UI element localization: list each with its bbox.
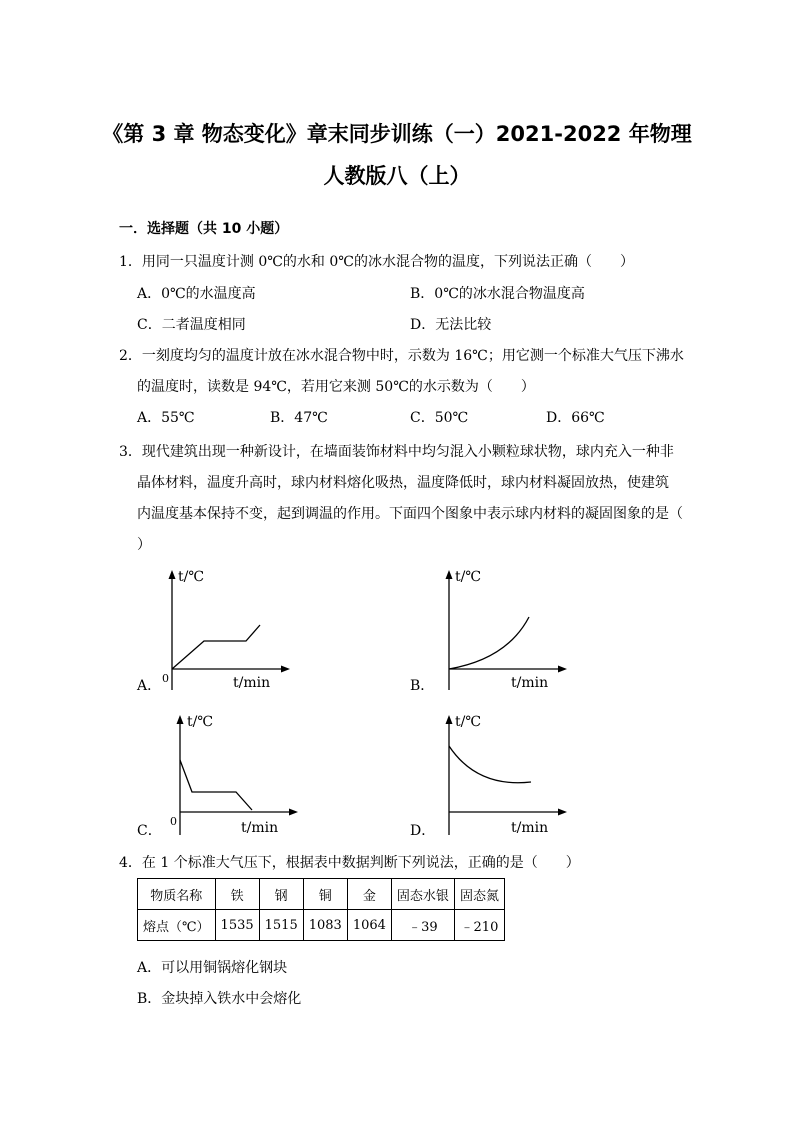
q1-option-c: C．二者温度相同 [137,317,246,333]
q4-option-a: A．可以用铜锅熔化钢块 [137,960,288,976]
q2-option-c: C．50℃ [410,410,469,426]
table-header-cell: 铁 [215,879,259,910]
table-cell: 1064 [347,910,391,941]
q4-option-b: B．金块掉入铁水中会熔化 [137,991,302,1007]
q3-graph-a-x-label: t/min [233,675,271,691]
q2-stem-line2: 的温度时，读数是 94℃，若用它来测 50℃的水示数为（ ） [137,379,535,395]
q2-option-d: D．66℃ [546,410,605,426]
q3-graph-b-y-label: t/℃ [455,569,482,585]
q3-graph-c-y-label: t/℃ [187,714,214,730]
table-cell: ﹣39 [391,910,454,941]
table-cell: ﹣210 [454,910,504,941]
document-title-line2: 人教版八（上） [323,164,471,188]
q3-graph-a-origin: 0 [162,672,169,685]
q3-graph-c-origin: 0 [170,815,177,828]
q3-stem-line2: 晶体材料，温度升高时，球内材料熔化吸热，温度降低时，球内材料凝固放热，使建筑 [137,475,669,491]
q1-stem: 1．用同一只温度计测 0℃的水和 0℃的冰水混合物的温度，下列说法正确（ ） [119,254,634,270]
q2-option-a: A．55℃ [137,410,195,426]
table-header-cell: 固态氮 [454,879,504,910]
q3-stem-line3: 内温度基本保持不变，起到调温的作用。下面四个图象中表示球内材料的凝固图象的是（ [137,506,683,522]
q3-graph-d-y-label: t/℃ [455,714,482,730]
q3-graph-c-x-label: t/min [241,820,279,836]
q3-graph-b-x-label: t/min [511,675,549,691]
section-heading: 一．选择题（共 10 小题） [119,221,289,237]
q1-option-d: D．无法比较 [410,317,492,333]
q1-option-a: A．0℃的水温度高 [137,286,256,302]
table-header-cell: 固态水银 [391,879,454,910]
table-cell: 1515 [259,910,303,941]
document-title-line1: 《第 3 章 物态变化》章末同步训练（一）2021-2022 年物理 [102,122,692,146]
table-header-cell: 物质名称 [138,879,216,910]
q2-option-b: B．47℃ [270,410,328,426]
q3-stem-line1: 3．现代建筑出现一种新设计，在墙面装饰材料中均匀混入小颗粒球状物，球内充入一种非 [119,444,674,460]
q3-graph-d-x-label: t/min [511,820,549,836]
q3-graph-a-label: A． [137,678,162,694]
q3-graph-c-label: C． [137,823,162,839]
q1-option-b: B．0℃的冰水混合物温度高 [410,286,585,302]
table-cell: 熔点（℃） [138,910,216,941]
melting-point-table [137,878,505,941]
q3-stem-line4: ） [137,537,151,553]
table-cell: 1535 [215,910,259,941]
q4-stem: 4．在 1 个标准大气压下，根据表中数据判断下列说法，正确的是（ ） [119,855,580,871]
table-row [138,879,505,910]
table-header-cell: 金 [347,879,391,910]
q3-graph-b-label: B． [410,678,435,694]
q2-stem-line1: 2．一刻度均匀的温度计放在冰水混合物中时，示数为 16℃；用它测一个标准大气压下沸水 [119,348,684,364]
table-header-cell: 铜 [303,879,347,910]
table-row [138,910,505,941]
q3-graph-a-y-label: t/℃ [178,569,205,585]
q3-graph-d-label: D． [410,823,436,839]
table-header-cell: 钢 [259,879,303,910]
table-cell: 1083 [303,910,347,941]
